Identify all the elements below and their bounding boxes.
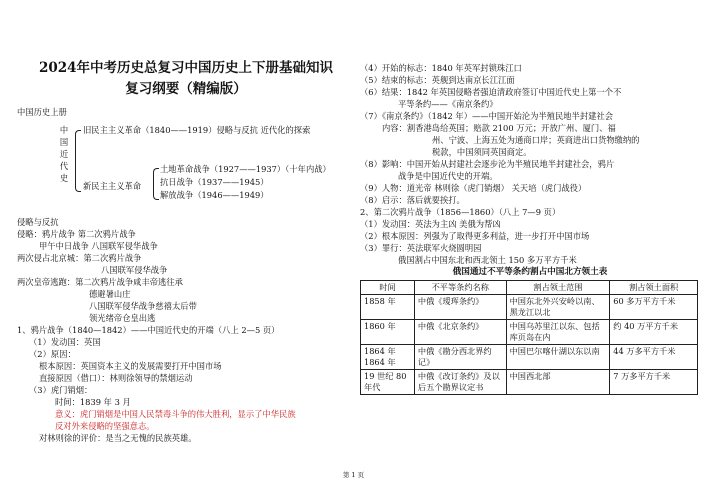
- table-cell: 中俄《改订条约》及以后五个勘界议定书: [414, 370, 506, 395]
- text-line: 内容：割香港岛给英国；赔款 2100 万元；开放广州、厦门、福: [382, 123, 616, 133]
- text-line: （1）发动国：英法为主凶 美俄为帮凶: [360, 219, 501, 229]
- text-line: 反对外来侵略的坚强意志。: [55, 421, 155, 431]
- text-line: 直接原因（借口）：林则徐领导的禁烟运动: [39, 373, 193, 383]
- text-line: 两次侵占北京城：第二次鸦片战争: [17, 253, 142, 263]
- diagram-inner-brace: [153, 168, 159, 200]
- text-line: 根本原因：英国资本主义的发展需要打开中国市场: [39, 361, 222, 371]
- text-line: （8）启示：落后就要挨打。: [360, 195, 465, 205]
- diagram-outer-brace: [75, 130, 81, 192]
- text-line: 战争是中国近代史的开端。: [398, 171, 498, 181]
- text-line: 1、鸦片战争（1840—1842）——中国近代史的开端（八上 2—5 页）: [17, 325, 280, 335]
- treaty-table: [360, 280, 698, 395]
- right-column: [360, 62, 700, 395]
- document-title: [17, 58, 355, 100]
- text-line: （8）影响：中国开始从封建社会逐步沦为半殖民地半封建社会，鸦片: [360, 159, 615, 169]
- text-line: （3）虎门销烟：: [29, 385, 93, 395]
- era-diagram: [17, 120, 355, 216]
- left-text-lines: [17, 216, 355, 444]
- text-line: （9）人物：道光帝 林则徐（虎门销烟） 关天培（虎门战役）: [360, 183, 587, 193]
- diagram-vertical-label: 中国近代史: [59, 125, 69, 183]
- text-line: （2）原因：: [29, 349, 76, 359]
- text-line: （2）根本原因：列强为了取得更多利益，进一步打开中国市场: [360, 231, 590, 241]
- diagram-item: 土地革命战争（1927——1937）（十年内战）: [160, 164, 331, 174]
- text-line: 税款，中国须同英国商定。: [432, 147, 532, 157]
- text-line: （6）结果：1842 年英国侵略者强迫清政府签订中国近代史上第一个不: [360, 87, 622, 97]
- right-text-lines: [360, 62, 700, 266]
- table-cell: 中国乌苏里江以东、包括库页岛在内: [506, 320, 610, 345]
- table-header-cell: 割占领土范围: [506, 281, 610, 295]
- table-cell: 19 世纪 80 年代: [361, 370, 415, 395]
- table-header-cell: 时间: [361, 281, 415, 295]
- old-democratic-label: 旧民主主义革命（1840——1919）侵略与反抗 近代化的探索: [83, 125, 311, 135]
- table-cell: 中国巴尔喀什湖以东以南: [506, 345, 610, 370]
- text-line: 领光绪帝仓皇出逃: [89, 313, 156, 323]
- table-header-row: [361, 281, 698, 295]
- table-cell: 中俄《北京条约》: [414, 320, 506, 345]
- new-democratic-label: 新民主主义革命: [83, 181, 142, 191]
- text-line: 平等条约——《南京条约》: [398, 99, 498, 109]
- text-line: （3）罪行：英法联军火烧圆明园: [360, 243, 482, 253]
- text-line: 侵略：鸦片战争 第二次鸦片战争: [17, 229, 136, 239]
- text-line: 2、第二次鸦片战争（1856—1860）（八上 7—9 页）: [360, 207, 561, 217]
- table-cell: 1864 年 1864 年: [361, 345, 415, 370]
- text-line: 八国联军侵华战争: [101, 265, 168, 275]
- table-cell: 约 40 万平方千米: [610, 320, 698, 345]
- diagram-item: 抗日战争（1937——1945）: [160, 177, 269, 187]
- table-cell: 7 万多平方千米: [610, 370, 698, 395]
- table-cell: 中俄《勘分西北界约记》: [414, 345, 506, 370]
- table-row: [361, 345, 698, 370]
- table-row: [361, 370, 698, 395]
- diagram-item: 解放战争（1946——1949）: [160, 190, 269, 200]
- title-line-1: 2024年中考历史总复习中国历史上下册基础知识: [38, 60, 334, 76]
- text-line: （1）发动国：英国: [29, 337, 101, 347]
- left-column: [17, 58, 355, 444]
- table-cell: 中国东北外兴安岭以南、黑龙江以北: [506, 295, 610, 320]
- page-number: 第 1 页: [342, 471, 365, 479]
- table-header-cell: 割占领土面积: [610, 281, 698, 295]
- text-line: 俄国割占中国东北和西北领土 150 多万平方千米: [398, 255, 577, 265]
- title-line-2: 复习纲要（精编版）: [125, 81, 247, 97]
- text-line: 意义：虎门销烟是中国人民禁毒斗争的伟大胜利，显示了中华民族: [55, 409, 296, 419]
- table-body: [361, 295, 698, 395]
- text-line: （4）开始的标志：1840 年英军封锁珠江口: [360, 63, 522, 73]
- text-line: 德避暑山庄: [89, 289, 131, 299]
- text-line: 时间：1839 年 3 月: [55, 397, 131, 407]
- table-cell: 60 多万平方千米: [610, 295, 698, 320]
- table-cell: 中俄《瑷珲条约》: [414, 295, 506, 320]
- table-cell: 中国西北部: [506, 370, 610, 395]
- table-cell: 44 万多平方千米: [610, 345, 698, 370]
- text-line: （5）结束的标志：英舰到达南京长江江面: [360, 75, 515, 85]
- table-row: [361, 295, 698, 320]
- table-row: [361, 320, 698, 345]
- text-line: 八国联军侵华战争慈禧太后带: [89, 301, 197, 311]
- table-cell: 1860 年: [361, 320, 415, 345]
- table-cell: 1858 年: [361, 295, 415, 320]
- text-line: 州、宁波、上海五处为通商口岸；英商进出口货物缴纳的: [432, 135, 640, 145]
- table-title: 俄国通过不平等条约割占中国北方领土表: [452, 267, 608, 277]
- section-heading: 中国历史上册: [17, 107, 67, 117]
- table-header-cell: 不平等条约名称: [414, 281, 506, 295]
- text-line: （7）《南京条约》（1842 年）——中国开始沦为半殖民地半封建社会: [360, 111, 614, 121]
- text-line: 甲午中日战争 八国联军侵华战争: [39, 241, 158, 251]
- text-line: 侵略与反抗: [17, 217, 59, 227]
- text-line: 两次皇帝逃跑：第二次鸦片战争咸丰帝逃往承: [17, 277, 183, 287]
- text-line: 对林则徐的评价：是当之无愧的民族英雄。: [39, 433, 197, 443]
